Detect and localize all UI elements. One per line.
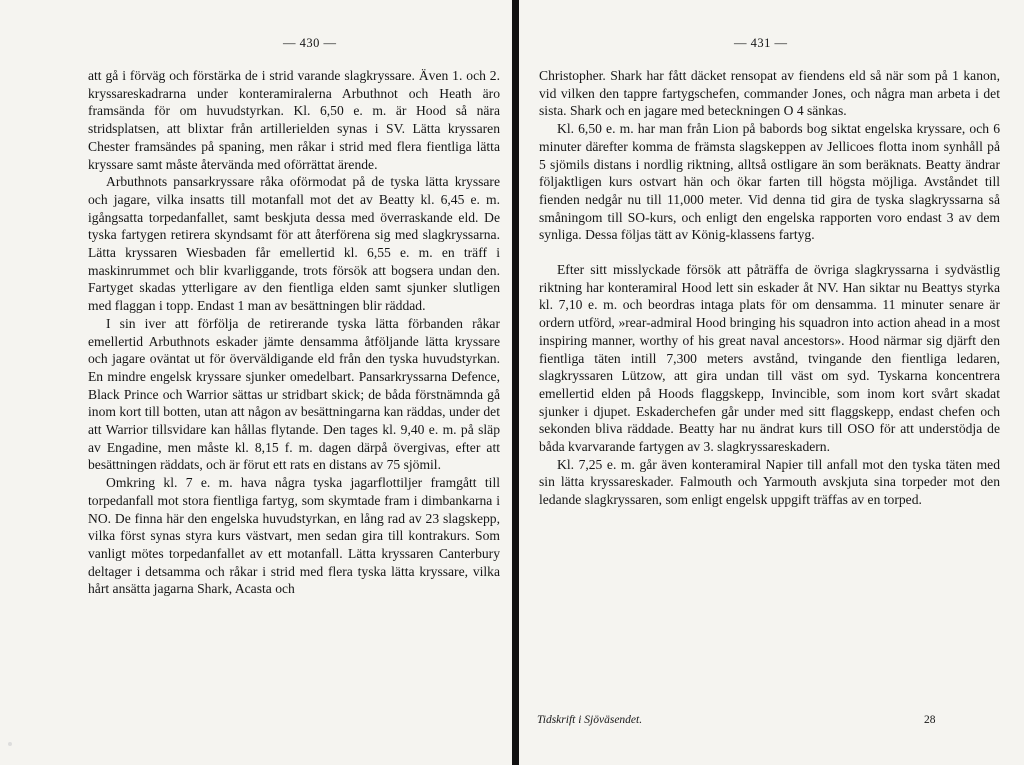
paper-speck bbox=[8, 742, 12, 746]
book-gutter bbox=[512, 0, 519, 765]
paragraph: I sin iver att förfölja de retirerande tyska lätta förbanden råkar emellertid Arbuthnots eskader jämte densamma åtföljande lätta kryssare och jagare oväntat ut för överväldigande eld från den tyska huvudstyrkan. En mindre engelsk kryssare sjunker omedelbart. Pansarkryssarna Defence, Black Prince och Warrior sättas ur stridbart skick; de båda förstnämnda gå inom kort till botten, utan att någon av besättningarna kan räddas, under det att Warrior tillsvidare kan hållas flytande. Den tages kl. 9,40 e. m. på släp av Engadine, men måste kl. 8,15 f. m. dagen därpå övergivas, efter att besättningen räddats, och är förut ett rats en distans av 75 sjömil. bbox=[88, 315, 500, 473]
journal-title: Tidskrift i Sjöväsendet. bbox=[537, 714, 643, 726]
page-number: — 430 — bbox=[283, 36, 337, 50]
paragraph: Arbuthnots pansarkryssare råka oförmodat på de tyska lätta kryssare och jagare, vilka insatts till motanfall mot det av Beatty kl. 6,45 e. m. igångsatta torpedanfallet, samt beskjuta dessa med överraskande eld. De tyska fartygen retirera skyndsamt för att återförena sig med slagkryssarna. Lätta kryssaren Wiesbaden får emellertid kl. 6,55 e. m. en träff i maskinrummet och blir kvarliggande, trots försök att bogsera undan den. Fartyget skadas ytterligare av den fientliga elden samt sjunker slutligen med flaggan i topp. Endast 1 man av besättningen blir räddad. bbox=[88, 174, 500, 314]
body-text bbox=[88, 67, 500, 598]
right-page bbox=[519, 0, 1024, 765]
paragraph: Omkring kl. 7 e. m. hava några tyska jagarflottiljer framgått till torpedanfall mot stora fientliga fartyg, som skymtade fram i dimbankarna i NO. De finna här den engelska huvudstyrkan, en lång rad av 23 slagskepp, vilka först synas styra kurs västvart, men sedan gira till kontrakurs. Som vanligt mötes torpedanfallet av ett motanfall. Lätta kryssaren Canterbury deltager i detsamma och råkar i strid med flera tyska lätta kryssare, vilka hårt ansätta jagarna Shark, Acasta och bbox=[88, 475, 500, 597]
paragraph: Christopher. Shark har fått däcket rensopat av fiendens eld så när som på 1 kanon, vid vilken den tappre fartygschefen, commander Jones, och några man arbeta i det sista. Shark och en jagare med beteckningen O 4 sänkas. bbox=[539, 68, 1000, 119]
paragraph: Kl. 6,50 e. m. har man från Lion på babords bog siktat engelska kryssare, och 6 minuter därefter komma de främsta slagskeppen av Jellicoes flotta inom synhåll på 5 sjömils distans i nordlig riktning, alltså ostligare än som beräknats. Beatty ändrar följaktligen kurs ostvart hän och ökar farten till högsta möjliga. Avståndet till fienden nedgår nu till 11,000 meter. Vid denna tid gira de tyska slagkryssarna så småningom till SO-kurs, och enligt den engelska rapporten voro endast 3 av dem synliga. Dessa följas tätt av König-klassens fartyg. bbox=[539, 121, 1000, 243]
body-text bbox=[539, 67, 1000, 509]
paragraph: Efter sitt misslyckade försök att påträffa de övriga slagkryssarna i sydvästlig riktning har konteramiral Hood lett sin eskader åt NV. Han siktar nu Beattys styrka kl. 7,10 e. m. och beordras intaga plats för om densamma. 11 minuter senare är ordern utförd, »rear-admiral Hood bringing his squadron into action ahead in a most inspiring manner, worthy of his great naval ancestors». Hood närmar sig djärft den fientliga täten intill 7,300 meters avstånd, tvingande den fientliga ledaren, slagkryssaren Lützow, att gira undan till väst om syd. Tyskarna koncentrera emellertid elden på Hoods flaggskepp, Invincible, som inom kort svårt skadat sjunker i djupet. Eskaderchefen går under med sitt flaggskepp, endast chefen och sekonden bliva räddade. Beatty har nu ändrat kurs till OSO för att understödja de båda kvarvarande fartygen av 3. slagkryssareskadern. bbox=[539, 262, 1000, 455]
signature-number: 28 bbox=[924, 714, 936, 726]
paragraph: Kl. 7,25 e. m. går även konteramiral Napier till anfall mot den tyska täten med sin lätta kryssareskader. Falmouth och Yarmouth avskjuta sina torpeder mot den ledande slagkryssaren, som enligt engelsk uppgift träffas av en torped. bbox=[539, 456, 1000, 508]
paragraph: att gå i förväg och förstärka de i strid varande slagkryssare. Även 1. och 2. kryssareskadrarna under konteramiralerna Arbuthnot och Heath äro framsända för om huvudstyrkan. Kl. 6,50 e. m. är Hood så nära stridsplatsen, att blixtar från artillerielden synas i SV. Lätta kryssaren Chester framsändes på spaning, men råkar i strid med flera fientliga lätta kryssare samt måste återvända med oförrättat ärende. bbox=[88, 68, 500, 172]
page-number: — 431 — bbox=[734, 36, 788, 50]
